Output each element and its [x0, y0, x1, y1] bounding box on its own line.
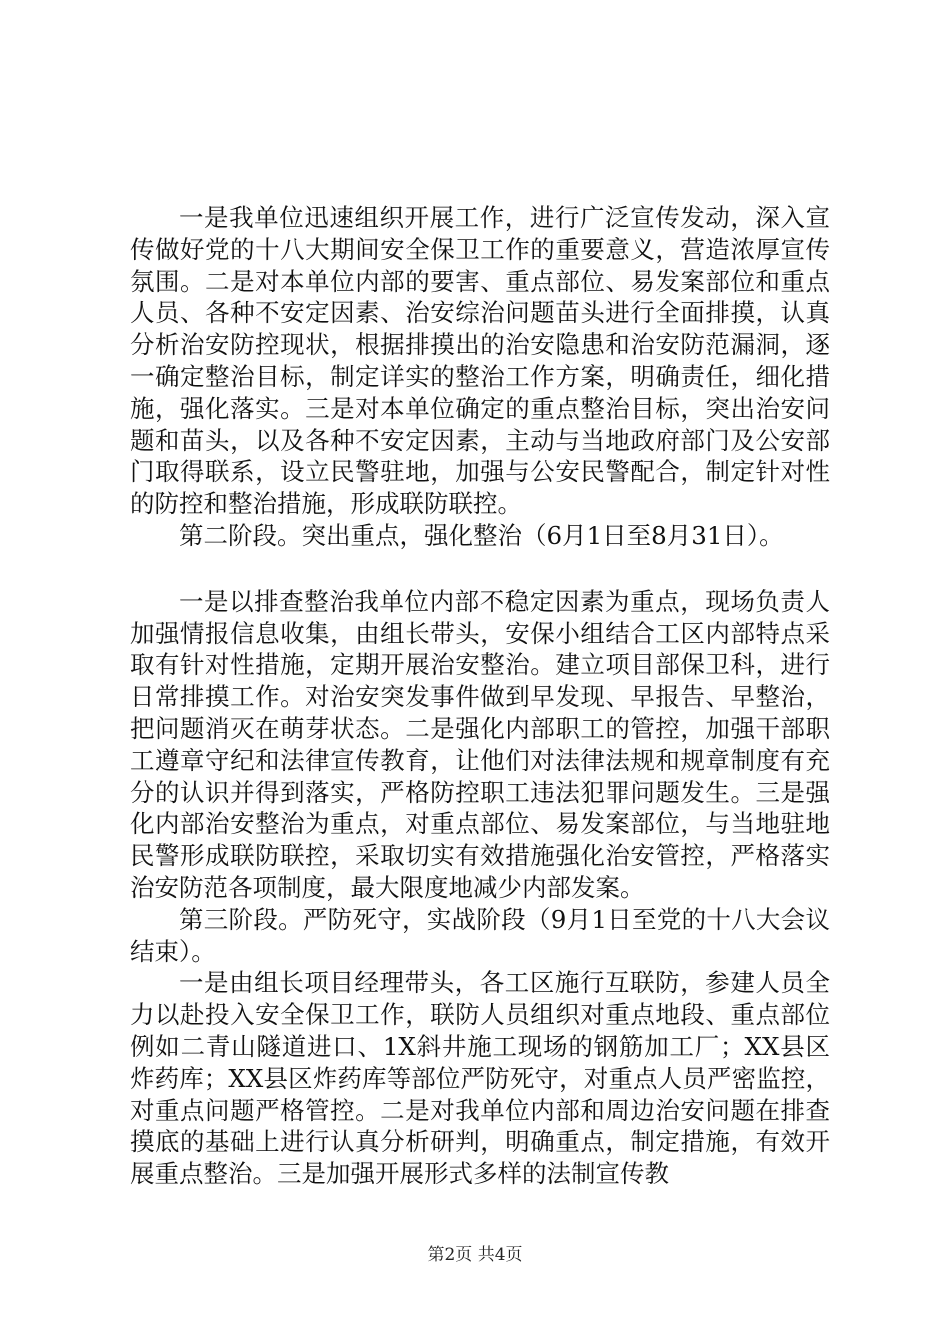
paragraph-stage3-measures: 一是由组长项目经理带头，各工区施行互联防，参建人员全力以赴投入安全保卫工作，联防人员组织对重点地段、重点部位例如二青山隧道进口、1X斜井施工现场的钢筋加工厂；XX县区炸药库；XX县区炸药库等部位严防死守，对重点人员严密监控，对重点问题严格管控。二是对我单位内部和周边治安问题在排查摸底的基础上进行认真分析研判，明确重点，制定措施，有效开展重点整治。三是加强开展形式多样的法制宣传教: [130, 968, 830, 1189]
heading-stage-three: 第三阶段。严防死守，实战阶段（9月1日至党的十八大会议结束）。: [130, 904, 830, 966]
paragraph-spacer: [130, 552, 830, 586]
page-footer: 第2页 共4页: [427, 1245, 523, 1265]
heading-stage-two: 第二阶段。突出重点，强化整治（6月1日至8月31日）。: [179, 520, 784, 550]
paragraph-stage2-measures: 一是以排查整治我单位内部不稳定因素为重点，现场负责人加强情报信息收集，由组长带头，安保小组结合工区内部特点采取有针对性措施，定期开展治安整治。建立项目部保卫科，进行日常排摸工作。对治安突发事件做到早发现、早报告、早整治，把问题消灭在萌芽状态。二是强化内部职工的管控，加强干部职工遵章守纪和法律宣传教育，让他们对法律法规和规章制度有充分的认识并得到落实，严格防控职工违法犯罪问题发生。三是强化内部治安整治为重点，对重点部位、易发案部位，与当地驻地民警形成联防联控，采取切实有效措施强化治安管控，严格落实治安防范各项制度，最大限度地减少内部发案。: [130, 586, 830, 902]
document-body: [130, 202, 830, 1190]
paragraph-stage1-measures: 一是我单位迅速组织开展工作，进行广泛宣传发动，深入宣传做好党的十八大期间安全保卫工作的重要意义，营造浓厚宣传氛围。二是对本单位内部的要害、重点部位、易发案部位和重点人员、各种不安定因素、治安综治问题苗头进行全面排摸，认真分析治安防控现状，根据排摸出的治安隐患和治安防范漏洞，逐一确定整治目标，制定详实的整治工作方案，明确责任，细化措施，强化落实。三是对本单位确定的重点整治目标，突出治安问题和苗头，以及各种不安定因素，主动与当地政府部门及公安部门取得联系，设立民警驻地，加强与公安民警配合，制定针对性的防控和整治措施，形成联防联控。: [130, 203, 830, 519]
